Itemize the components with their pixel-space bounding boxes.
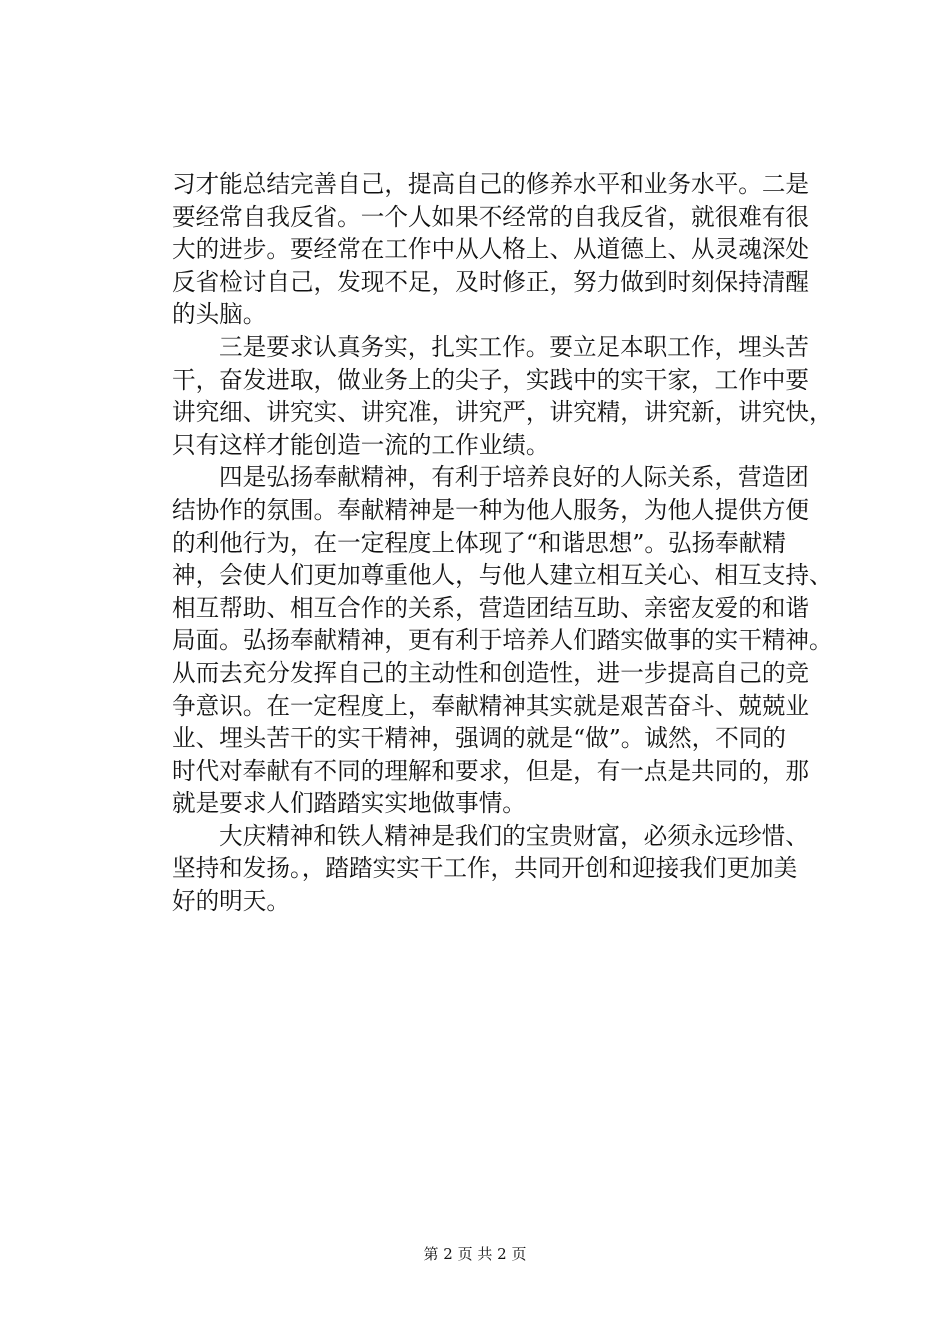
text-line: 局面。弘扬奉献精神，更有利于培养人们踏实做事的实干精神。 [172,626,833,655]
text-line: 结协作的氛围。奉献精神是一种为他人服务，为他人提供方便 [172,495,810,524]
text-line: 干，奋发进取，做业务上的尖子，实践中的实干家，工作中要 [172,365,810,394]
paragraph-start-line: 大庆精神和铁人精神是我们的宝贵财富，必须永远珍惜、 [219,821,809,850]
body-text [172,168,833,918]
text-line: 只有这样才能创造一流的工作业绩。 [172,430,550,459]
page-number-footer: 第 2 页 共 2 页 [423,1245,527,1263]
text-line: 相互帮助、相互合作的关系，营造团结互助、亲密友爱的和谐 [172,593,810,622]
text-line: 的利他行为，在一定程度上体现了“和谐思想”。弘扬奉献精 [172,528,786,557]
text-line: 大的进步。要经常在工作中从人格上、从道德上、从灵魂深处 [172,235,810,264]
text-line: 习才能总结完善自己，提高自己的修养水平和业务水平。二是 [172,170,810,198]
text-line: 的头脑。 [172,300,267,329]
text-line: 时代对奉献有不同的理解和要求，但是，有一点是共同的，那 [172,756,810,785]
text-line: 讲究细、讲究实、讲究准，讲究严，讲究精，讲究新，讲究快， [172,398,833,427]
text-line: 从而去充分发挥自己的主动性和创造性，进一步提高自己的竞 [172,658,810,687]
text-line: 就是要求人们踏踏实实地做事情。 [172,789,526,818]
text-line: 业、埋头苦干的实干精神，强调的就是“做”。诚然，不同的 [172,724,786,753]
paragraph-start-line: 三是要求认真务实，扎实工作。要立足本职工作，埋头苦 [219,332,809,361]
text-line: 争意识。在一定程度上，奉献精神其实就是艰苦奋斗、兢兢业 [172,691,810,720]
paragraph-start-line: 四是弘扬奉献精神，有利于培养良好的人际关系，营造团 [219,463,809,492]
text-line: 要经常自我反省。一个人如果不经常的自我反省，就很难有很 [172,202,810,231]
text-line: 反省检讨自己，发现不足，及时修正，努力做到时刻保持清醒 [172,267,810,296]
text-line: 神，会使人们更加尊重他人，与他人建立相互关心、相互支持、 [172,561,833,590]
text-line: 好的明天。 [172,887,290,916]
text-line: 坚持和发扬。，踏踏实实干工作，共同开创和迎接我们更加美 [172,854,798,883]
